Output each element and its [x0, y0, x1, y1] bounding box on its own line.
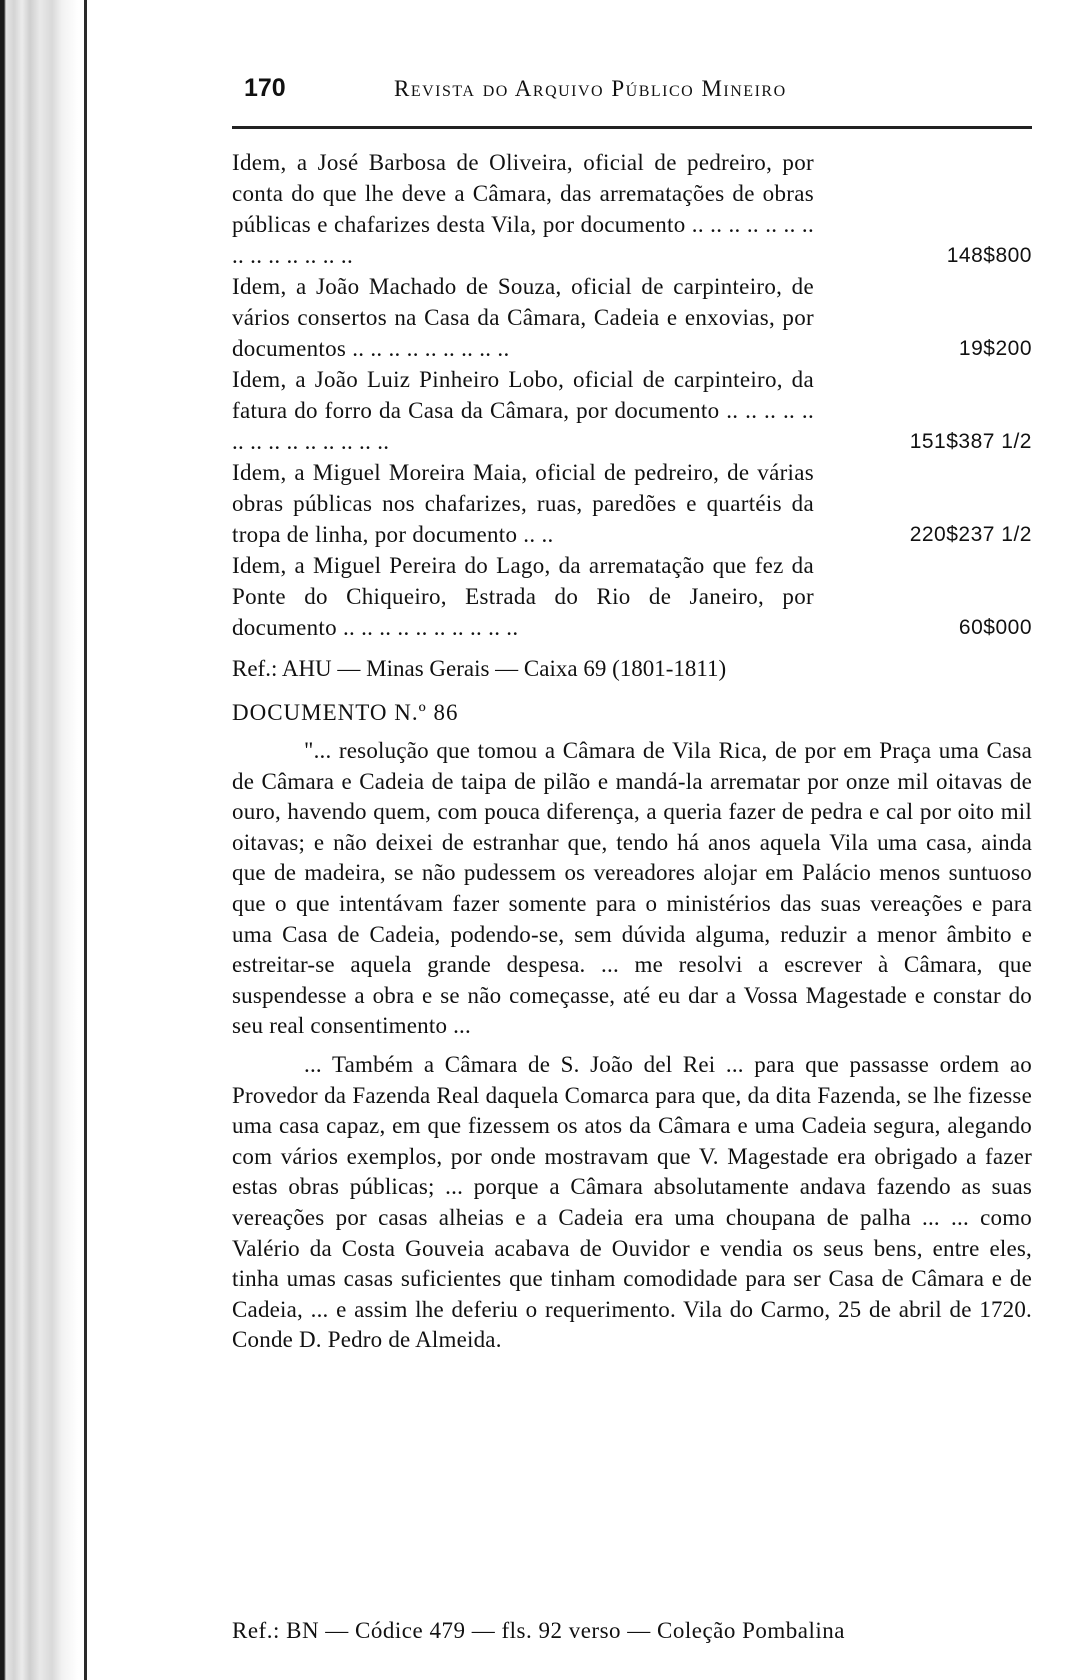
payment-entry [232, 271, 1032, 364]
entry-amount: 148$800 [946, 244, 1032, 267]
document-title: DOCUMENTO N.º 86 [232, 700, 459, 725]
page-number: 170 [244, 74, 286, 102]
reference-ahu: Ref.: AHU — Minas Gerais — Caixa 69 (1801-1811) [232, 656, 727, 681]
page-header [244, 74, 1044, 114]
entry-text: Idem, a Miguel Moreira Maia, oficial de pedreiro, de várias obras públicas nos chafarizes, ruas, paredões e quartéis da tropa de linha, por documento .. .. [232, 460, 814, 547]
entry-amount: 220$237 1/2 [909, 523, 1032, 546]
payment-entries [232, 147, 1032, 684]
entry-text: Idem, a João Luiz Pinheiro Lobo, oficial de carpinteiro, da fatura do forro da Casa da Câmara, por documento .. .. .. .. .. .. .. .. .. .. .. .. .. .. [232, 367, 814, 454]
entry-amount: 151$387 1/2 [909, 430, 1032, 453]
reference-bn: Ref.: BN — Códice 479 — fls. 92 verso — Coleção Pombalina [232, 1618, 846, 1643]
running-head: Revista do Arquivo Público Mineiro [394, 76, 787, 101]
binding-line [84, 0, 87, 1680]
quote-paragraph: ... Também a Câmara de S. João del Rei ... para que passasse ordem ao Provedor da Fazenda Real daquela Comarca para que, da dita Fazenda, se lhe fizesse uma casa capaz, em que fizessem os atos da Câmara e uma Cadeia segura, alegando com vários exemplos, por onde mostravam que V. Magestade era obrigado a fazer estas obras públicas; ... porque a Câmara absolutamente andava fazendo as suas vereações por casas alheias e a Cadeia era uma choupana de palha ... ... como Valério da Costa Gouveia acabava de Ouvidor e vendia os seus bens, entre eles, tinha umas casas suficientes que tinham comodidade para ser Casa de Câmara e de Cadeia, ... e assim lhe deferiu o requerimento. Vila do Carmo, 25 de abril de 1720. Conde D. Pedro de Almeida. [232, 1051, 1032, 1353]
entry-text: Idem, a João Machado de Souza, oficial de carpinteiro, de vários consertos na Casa da Câmara, Cadeia e enxovias, por documentos .. .. .. .. .. .. .. .. .. [232, 274, 814, 361]
payment-entry [232, 364, 1032, 457]
quote-paragraph: "... resolução que tomou a Câmara de Vila Rica, de por em Praça uma Casa de Câmara e Cadeia de taipa de pilão e mandá-la arrematar por onze mil oitavas de ouro, havendo quem, com pouca diferença, a queria fazer de pedra e cal por oito mil oitavas; e não deixei de estranhar que, tendo há anos aquela Vila uma casa, ainda que de madeira, se não pudessem os vereadores alojar em Palácio menos suntuoso que o que intentávam fazer somente para o ministérios das suas vereações e para uma Casa de Cadeia, podendo-se, sem dúvida alguma, reduzir a menor âmbito e estreitar-se aquela grande despesa. ... me resolvi a escrever à Câmara, que suspendesse a obra e se não começasse, até eu dar a Vossa Magestade e constar do seu real consentimento ... [232, 738, 1032, 1039]
payment-entry [232, 457, 1032, 550]
header-rule [232, 126, 1032, 129]
payment-entry [232, 550, 1032, 643]
document-body [232, 736, 1032, 1356]
entry-text: Idem, a Miguel Pereira do Lago, da arrematação que fez da Ponte do Chiqueiro, Estrada do Rio de Janeiro, por documento .. .. .. .. .. .. .. .. .. .. [232, 553, 814, 640]
entry-text: Idem, a José Barbosa de Oliveira, oficial de pedreiro, por conta do que lhe deve a Câmara, das arrematações de obras públicas e chafarizes desta Vila, por documento .. .. .. .. .. .. .. .. .. .. .. .. .. .. [232, 150, 814, 268]
page-binding-edge [0, 0, 78, 1680]
entry-amount: 19$200 [958, 337, 1032, 360]
entry-amount: 60$000 [958, 616, 1032, 639]
payment-entry [232, 147, 1032, 271]
